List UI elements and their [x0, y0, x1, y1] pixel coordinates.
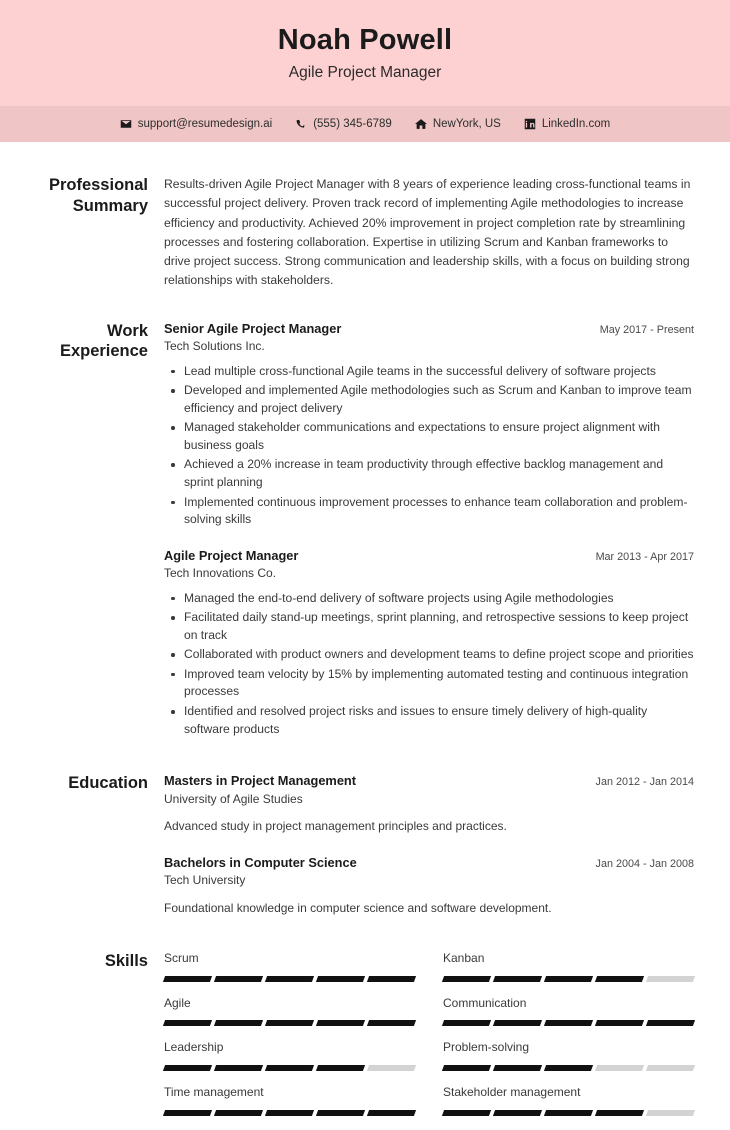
education-entry-school: Tech University: [164, 873, 246, 888]
work-entry-bullets: [164, 590, 694, 738]
skill-name: Scrum: [164, 951, 199, 966]
skill-level-segment: [595, 976, 644, 982]
skill-name: Leadership: [164, 1040, 224, 1055]
skill-level-segment: [367, 1065, 416, 1071]
section-work-experience: [36, 321, 694, 740]
skill-item: [443, 951, 694, 996]
list-item: Improved team velocity by 15% by implementing automated testing and continuous integration processes: [183, 666, 694, 701]
skill-name: Stakeholder management: [443, 1085, 581, 1100]
section-skills: [36, 951, 694, 1129]
skill-level-segment: [367, 1110, 416, 1116]
envelope-icon: [120, 118, 132, 130]
contact-item-3[interactable]: [524, 118, 610, 130]
skill-item: [443, 1040, 694, 1085]
summary-body: [164, 175, 694, 291]
header-subtitle: Agile Project Manager: [288, 64, 442, 82]
section-label-education: Education: [68, 774, 148, 793]
skill-name: Agile: [164, 995, 191, 1010]
skill-level-segment: [493, 1020, 542, 1026]
skill-level-segment: [442, 1065, 491, 1071]
skill-level-segment: [214, 1110, 263, 1116]
list-item: Facilitated daily stand-up meetings, sprint planning, and retrospective sessions to keep project on track: [183, 609, 694, 644]
skill-level-bar: [164, 976, 415, 982]
section-label-work: Work Experience: [59, 321, 148, 361]
skill-level-segment: [367, 1020, 416, 1026]
skill-level-bar: [164, 1065, 415, 1071]
skill-level-segment: [442, 1110, 491, 1116]
summary-text: Results-driven Agile Project Manager with 8 years of experience leading cross-functional teams in successful project delivery. Proven track record of implementing Agile methodologies to increase efficiency and productivity. Achieved 20% improvement in project completion rate by streamlining processes and fostering collaboration. Expertise in utilizing Scrum and Kanban frameworks to drive project success. Strong communication and leadership skills, with a focus on building strong relationships with stakeholders.: [164, 177, 691, 288]
contact-item-1[interactable]: [295, 118, 392, 130]
skills-grid: [164, 951, 694, 1129]
skill-level-segment: [214, 976, 263, 982]
work-entry-dates: May 2017 - Present: [599, 323, 694, 336]
list-item: Implemented continuous improvement processes to enhance team collaboration and problem-solving skills: [183, 494, 694, 529]
education-entry-header: [164, 855, 694, 872]
skill-level-segment: [163, 1020, 212, 1026]
education-body: [164, 773, 694, 917]
work-entry-header: [164, 321, 694, 338]
list-item: Lead multiple cross-functional Agile teams in the successful delivery of software projects: [183, 363, 694, 381]
phone-icon: [295, 118, 307, 130]
skill-level-segment: [214, 1020, 263, 1026]
list-item: Achieved a 20% increase in team productivity through effective backlog management and sprint planning: [183, 456, 694, 491]
skill-name: Problem-solving: [443, 1040, 530, 1055]
skill-level-segment: [163, 1110, 212, 1116]
list-item: Collaborated with product owners and development teams to define project scope and priorities: [183, 646, 694, 664]
work-entry-company: Tech Innovations Co.: [164, 566, 277, 581]
skill-level-segment: [163, 1065, 212, 1071]
education-entry-degree: Bachelors in Computer Science: [164, 854, 357, 870]
resume-body: [0, 175, 730, 1130]
contact-item-label: (555) 345-6789: [313, 118, 392, 130]
list-item: Managed the end-to-end delivery of software projects using Agile methodologies: [183, 590, 694, 608]
skill-name: Kanban: [443, 951, 485, 966]
contact-item-label: support@resumedesign.ai: [137, 118, 273, 130]
education-entry-dates: Jan 2012 - Jan 2014: [595, 776, 694, 789]
skill-level-segment: [493, 1065, 542, 1071]
skill-level-segment: [595, 1110, 644, 1116]
education-entry: [164, 773, 694, 836]
skill-level-bar: [164, 1020, 415, 1026]
skill-level-segment: [544, 1110, 593, 1116]
skill-level-segment: [493, 976, 542, 982]
skill-level-segment: [544, 1020, 593, 1026]
skill-level-segment: [316, 1020, 365, 1026]
list-item: Developed and implemented Agile methodologies such as Scrum and Kanban to improve team efficiency and project delivery: [183, 382, 694, 417]
education-entry-description: Advanced study in project management principles and practices.: [164, 819, 507, 834]
skill-level-segment: [265, 976, 314, 982]
skill-level-segment: [442, 1020, 491, 1026]
skill-item: [443, 1085, 694, 1130]
skill-level-segment: [544, 976, 593, 982]
work-entry-header: [164, 548, 694, 565]
section-label-summary: Professional Summary: [48, 176, 148, 215]
work-entry-bullets: [164, 363, 694, 529]
skill-level-segment: [646, 1020, 695, 1026]
page-title: Noah Powell: [277, 24, 453, 56]
contact-bar: [0, 106, 730, 142]
work-entry-company: Tech Solutions Inc.: [164, 339, 265, 354]
section-professional-summary: [36, 175, 694, 291]
skill-level-segment: [367, 976, 416, 982]
work-entry: [164, 548, 694, 738]
list-item: Managed stakeholder communications and expectations to ensure project alignment with business goals: [183, 419, 694, 454]
skill-level-segment: [646, 1110, 695, 1116]
skill-level-segment: [442, 976, 491, 982]
work-entry-dates: Mar 2013 - Apr 2017: [595, 550, 694, 563]
skill-level-segment: [493, 1110, 542, 1116]
skill-level-segment: [265, 1065, 314, 1071]
skill-level-segment: [214, 1065, 263, 1071]
education-entry-degree: Masters in Project Management: [164, 773, 357, 789]
skill-level-bar: [164, 1110, 415, 1116]
skill-level-bar: [443, 1110, 694, 1116]
skill-level-segment: [265, 1110, 314, 1116]
skill-level-segment: [544, 1065, 593, 1071]
contact-item-label: NewYork, US: [432, 118, 501, 130]
list-item: Identified and resolved project risks and issues to ensure timely delivery of high-quality software products: [183, 703, 694, 738]
skill-level-segment: [595, 1065, 644, 1071]
education-entry-dates: Jan 2004 - Jan 2008: [595, 857, 694, 870]
education-entry-school: University of Agile Studies: [164, 791, 303, 806]
contact-item-0[interactable]: [120, 118, 272, 130]
work-entry-role: Senior Agile Project Manager: [164, 320, 342, 336]
skills-body: [164, 951, 694, 1129]
skill-name: Time management: [164, 1085, 264, 1100]
skill-level-segment: [265, 1020, 314, 1026]
education-entry-header: [164, 773, 694, 790]
education-entry-description: Foundational knowledge in computer science and software development.: [164, 900, 552, 915]
skill-level-segment: [163, 976, 212, 982]
skill-level-bar: [443, 1020, 694, 1026]
contact-item-2[interactable]: [415, 118, 501, 130]
skill-level-segment: [595, 1020, 644, 1026]
section-education: [36, 773, 694, 917]
skill-item: [164, 1085, 415, 1130]
contact-item-label: LinkedIn.com: [541, 118, 611, 130]
skill-level-segment: [646, 1065, 695, 1071]
home-icon: [415, 118, 427, 130]
section-label-skills: Skills: [104, 952, 148, 971]
work-entry-role: Agile Project Manager: [164, 547, 299, 563]
skill-item: [164, 951, 415, 996]
skill-item: [443, 996, 694, 1041]
skill-level-bar: [443, 976, 694, 982]
linkedin-icon: [524, 118, 536, 130]
skill-level-segment: [316, 976, 365, 982]
skill-item: [164, 1040, 415, 1085]
skill-name: Communication: [443, 995, 527, 1010]
skill-level-segment: [646, 976, 695, 982]
skill-level-segment: [316, 1065, 365, 1071]
resume-header: [0, 0, 730, 106]
education-entry: [164, 855, 694, 918]
skill-level-segment: [316, 1110, 365, 1116]
skill-item: [164, 996, 415, 1041]
work-entry: [164, 321, 694, 529]
skill-level-bar: [443, 1065, 694, 1071]
work-body: [164, 321, 694, 740]
